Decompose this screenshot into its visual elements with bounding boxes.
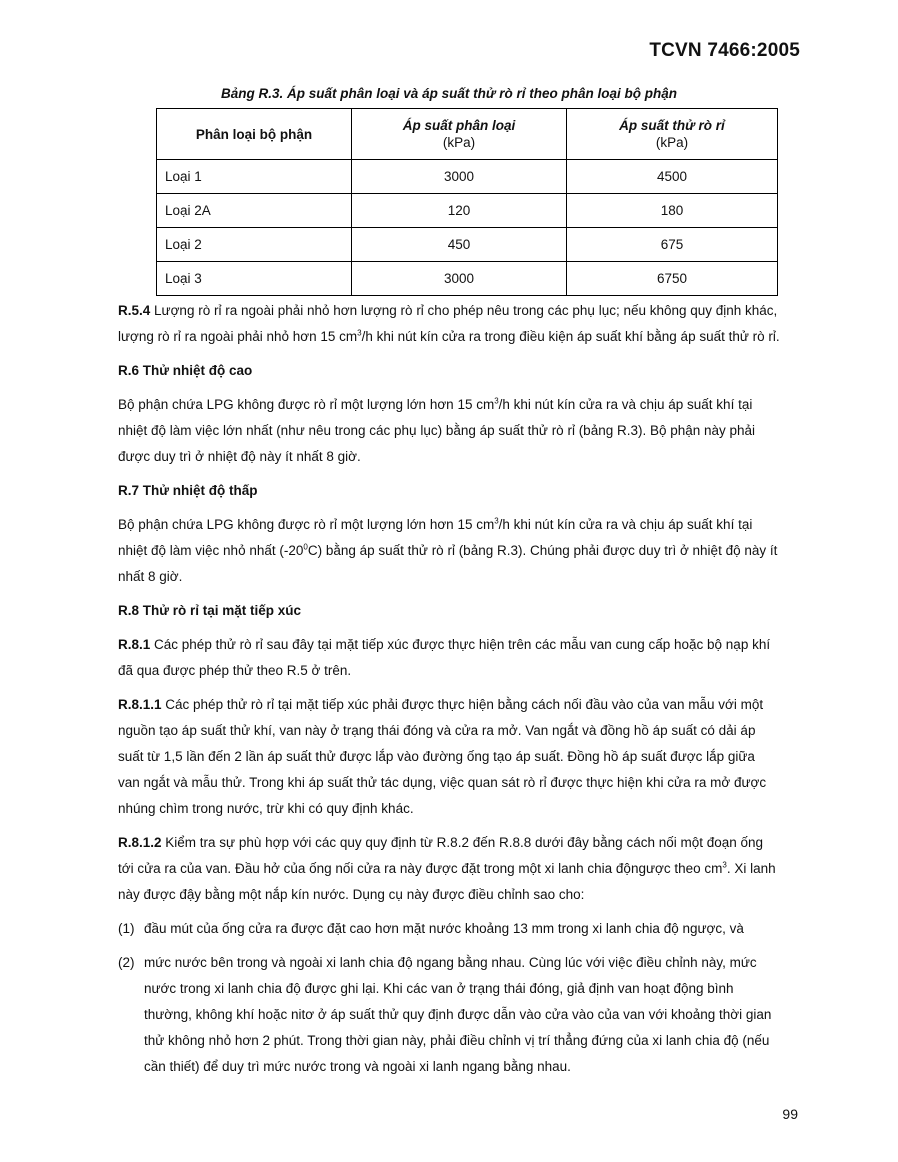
paragraph-r6: Bộ phận chứa LPG không được rò rỉ một lượng lớn hơn 15 $cm^3/h$ khi nút kín cửa ra và chịu áp suất khí tại nhiệt độ làm việc lớn nhất (như nêu trong các phụ lục) bằng áp suất thử rò rỉ (bảng R.3). Bộ phận này phải được duy trì ở nhiệt độ này ít nhất 8 giờ.: [118, 396, 756, 464]
list-marker: (1): [118, 921, 135, 936]
cell-test-pressure: 4500: [567, 160, 778, 194]
paragraph-r7: Bộ phận chứa LPG không được rò rỉ một lượng lớn hơn 15 $cm^3/h$ khi nút kín cửa ra và chịu áp suất khí tại nhiệt độ làm việc nhỏ nhất $(-20^0C)$ bằng áp suất thử rò rỉ (bảng R.3). Chúng phải được duy trì ở nhiệt độ này ít nhất 8 giờ.: [118, 516, 778, 584]
list-marker: (2): [118, 955, 135, 970]
paragraph-r81: R.8.1 Các phép thử rò rỉ sau đây tại mặt tiếp xúc được thực hiện trên các mẫu van cung cấp hoặc bộ nạp khí đã qua được phép thử theo R.5 ở trên.: [118, 637, 771, 678]
cell-test-pressure: 6750: [567, 262, 778, 296]
paragraph-r811: R.8.1.1 Các phép thử rò rỉ tại mặt tiếp xúc phải được thực hiện bằng cách nối đầu vào của van mẫu với một nguồn tạo áp suất thử khí, van này ở trạng thái đóng và cửa ra mở. Van ngắt và đồng hồ áp suất có dải áp suất từ 1,5 lần đến 2 lần áp suất thử được lắp vào đường ống tạo áp suất. Đồng hồ áp suất được lắp giữa van ngắt và mẫu thử. Trong khi áp suất thử tác dụng, việc quan sát rò rỉ được thực hiện khi cửa ra mở được nhúng chìm trong nước, trừ khi có quy định khác.: [118, 697, 767, 816]
paragraph-r812: R.8.1.2 Kiểm tra sự phù hợp với các quy quy định từ R.8.2 đến R.8.8 dưới đây bằng cách nối một đoạn ống tới cửa ra của van. Đầu hở của ống nối cửa ra này được đặt trong một xi lanh chia độngược theo $cm^3$. Xi lanh này được đậy bằng một nắp kín nước. Dụng cụ này được điều chỉnh sao cho:: [118, 835, 776, 902]
page-number: 99: [782, 1106, 798, 1122]
table-row: [157, 228, 778, 262]
heading-r8: R.8 Thử rò rỉ tại mặt tiếp xúc: [118, 603, 302, 618]
pressure-table: [156, 108, 778, 296]
document-code: TCVN 7466:2005: [649, 40, 800, 61]
cell-test-pressure: 180: [567, 194, 778, 228]
table-row: [157, 262, 778, 296]
cell-class: Loại 1: [157, 160, 352, 194]
cell-test-pressure: 675: [567, 228, 778, 262]
table-row: [157, 160, 778, 194]
cell-class: Loại 2: [157, 228, 352, 262]
heading-r7: R.7 Thử nhiệt độ thấp: [118, 483, 258, 498]
heading-r6: R.6 Thử nhiệt độ cao: [118, 363, 253, 378]
cell-class-pressure: 3000: [352, 262, 567, 296]
list-text: đầu mút của ống cửa ra được đặt cao hơn mặt nước khoảng 13 mm trong xi lanh chia độ ngược, và: [144, 921, 744, 936]
body-text: [118, 298, 780, 1088]
list-item: [118, 916, 780, 942]
header-class-pressure: Áp suất phân loại (kPa): [352, 109, 567, 160]
header-leak-test-pressure: Áp suất thử rò rỉ (kPa): [567, 109, 778, 160]
table-caption: Bảng R.3. Áp suất phân loại và áp suất thử rò rỉ theo phân loại bộ phận: [221, 86, 677, 101]
cell-class: Loại 2A: [157, 194, 352, 228]
cell-class: Loại 3: [157, 262, 352, 296]
table-header-row: [157, 109, 778, 160]
list-text: mức nước bên trong và ngoài xi lanh chia độ ngang bằng nhau. Cùng lúc với việc điều chỉnh này, mức nước trong xi lanh chia độ được ghi lại. Khi các van ở trạng thái đóng, giả định van hoạt động bình thường, không khí hoặc nitơ ở áp suất thử quy định được dẫn vào cửa vào của van với khoảng thời gian thử không nhỏ hơn 2 phút. Trong thời gian này, phải điều chỉnh vị trí thẳng đứng của xi lanh chia độ (nếu cần thiết) để duy trì mức nước trong và ngoài xi lanh ngang bằng nhau.: [144, 955, 772, 1074]
cell-class-pressure: 120: [352, 194, 567, 228]
cell-class-pressure: 450: [352, 228, 567, 262]
cell-class-pressure: 3000: [352, 160, 567, 194]
list-item: [118, 950, 780, 1080]
paragraph-r54: R.5.4 Lượng rò rỉ ra ngoài phải nhỏ hơn lượng rò rỉ cho phép nêu trong các phụ lục; nếu không quy định khác, lượng rò rỉ ra ngoài phải nhỏ hơn 15 $cm^3/h$ khi nút kín cửa ra trong điều kiện áp suất khí bằng áp suất thử rò rỉ.: [118, 303, 780, 344]
table-row: [157, 194, 778, 228]
header-component-class: Phân loại bộ phận: [157, 109, 352, 160]
